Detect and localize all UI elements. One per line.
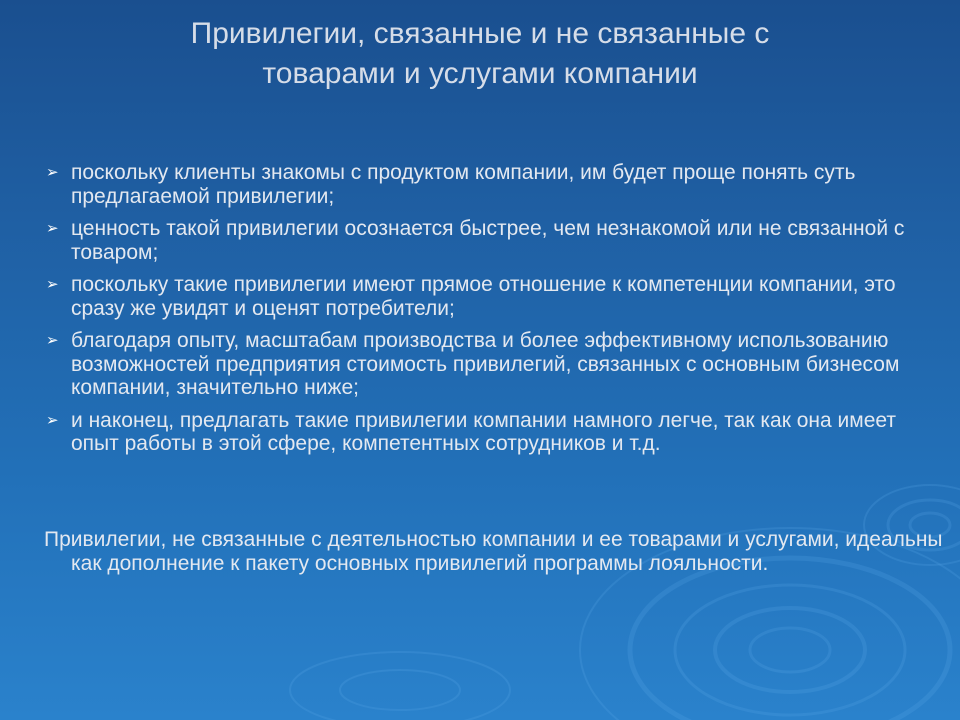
bullet-text: поскольку клиенты знакомы с продуктом компании, им будет проще понять суть предлагаемой привилегии; [71, 161, 856, 208]
bullet-text: благодаря опыту, масштабам производства и более эффективному использованию возможностей предприятия стоимость привилегий, связанных с основным бизнесом компании, значительно ниже; [71, 329, 900, 399]
arrow-bullet-icon: ➢ [46, 164, 59, 181]
list-item [44, 329, 934, 400]
bullet-list [44, 161, 934, 465]
arrow-bullet-icon: ➢ [46, 220, 59, 237]
slide-title-line-2: товарами и услугами компании [262, 57, 698, 90]
bullet-text: и наконец, предлагать такие привилегии компании намного легче, так как она имеет опыт работы в этой сфере, компетентных сотрудников и т.д. [71, 408, 896, 455]
slide-title-line-1: Привилегии, связанные и не связанные с [190, 17, 770, 50]
bullet-text: поскольку такие привилегии имеют прямое отношение к компетенции компании, это сразу же увидят и оценят потребители; [71, 273, 896, 320]
arrow-bullet-icon: ➢ [46, 276, 59, 293]
list-item [44, 161, 934, 208]
closing-paragraph: Привилегии, не связанные с деятельностью компании и ее товарами и услугами, идеальны как дополнение к пакету основных привилегий программы лояльности. [44, 528, 943, 575]
list-item [44, 273, 934, 320]
bullet-text: ценность такой привилегии осознается быстрее, чем незнакомой или не связанной с товаром; [71, 217, 905, 264]
slide-title [0, 14, 960, 94]
list-item [44, 409, 934, 456]
arrow-bullet-icon: ➢ [46, 411, 59, 429]
arrow-bullet-icon: ➢ [46, 332, 59, 349]
list-item [44, 217, 934, 264]
